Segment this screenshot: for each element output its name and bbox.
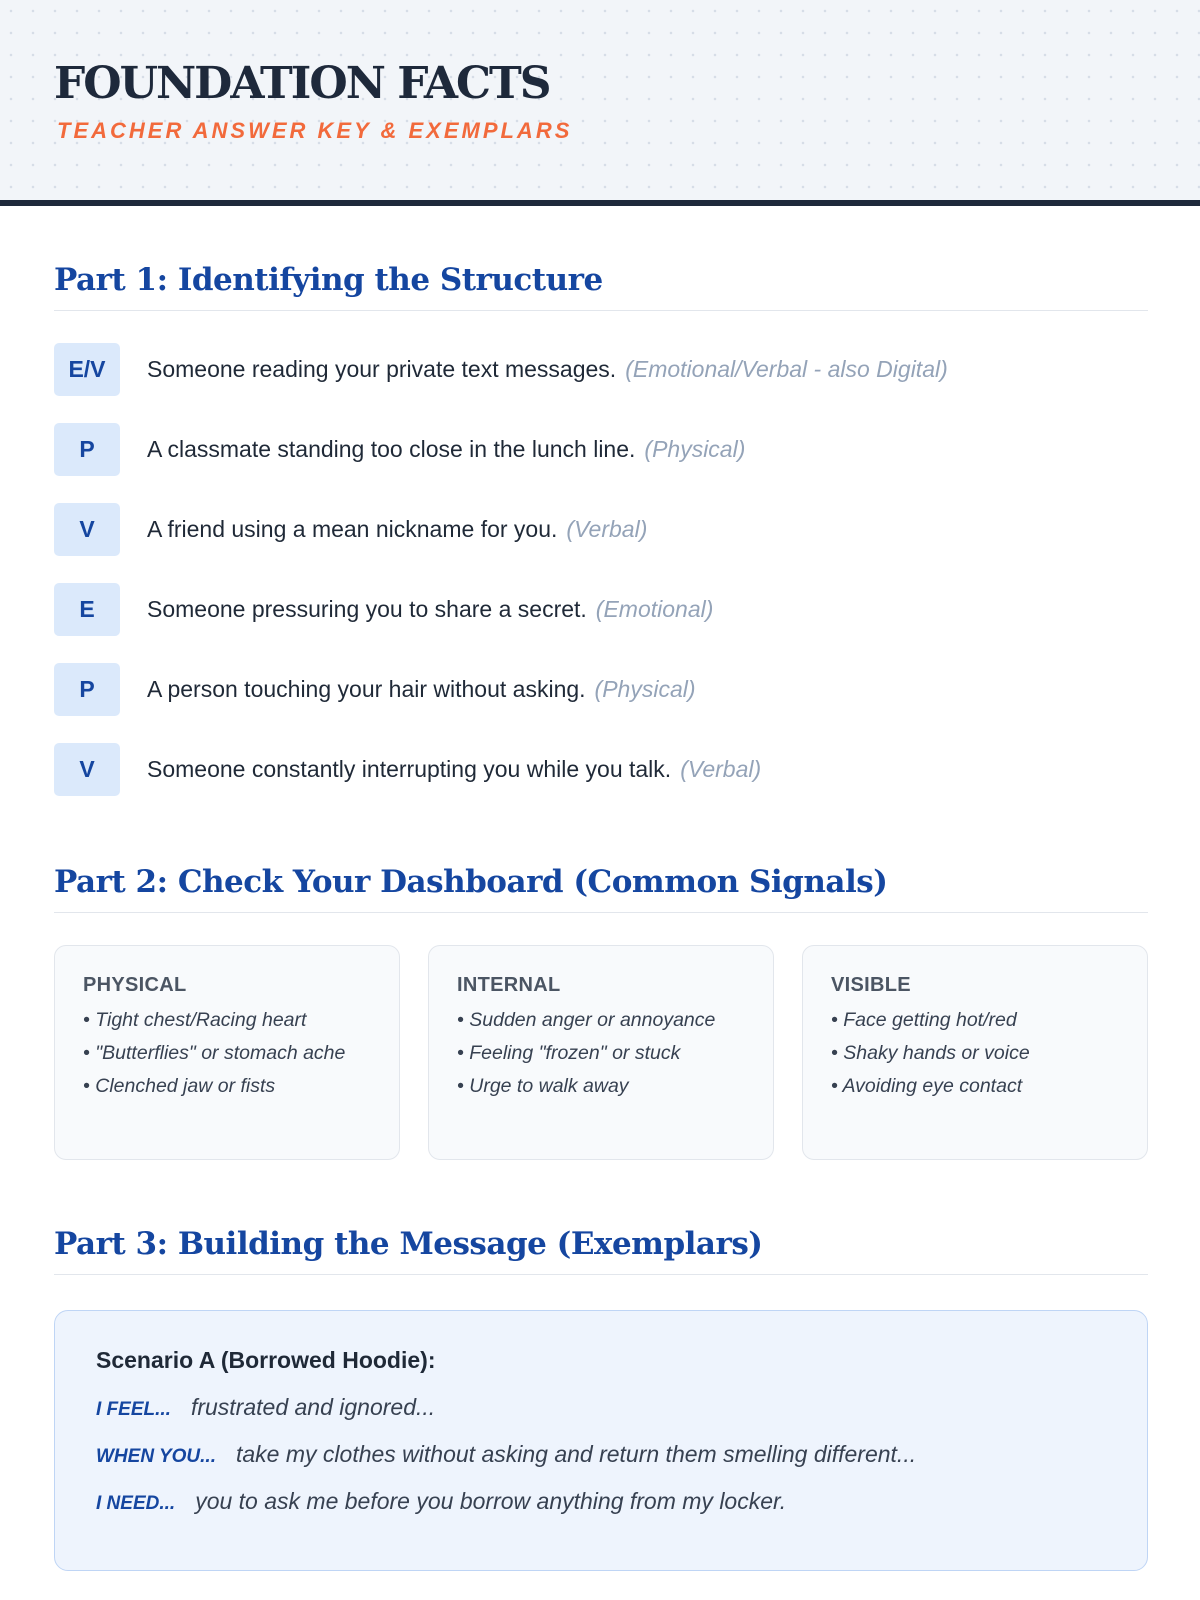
category-note: (Emotional) <box>595 596 714 622</box>
scenario-title: Scenario A (Borrowed Hoodie): <box>96 1347 436 1373</box>
document-subtitle: TEACHER ANSWER KEY & EXEMPLARS <box>57 118 573 143</box>
signal-card-internal <box>428 945 774 1160</box>
message-text: frustrated and ignored... <box>190 1394 436 1420</box>
signal-item: • Avoiding eye contact <box>831 1075 1023 1097</box>
category-note: (Emotional/Verbal - also Digital) <box>625 356 948 382</box>
scenario-text: A friend using a mean nickname for you. <box>147 516 558 542</box>
answer-badge: V <box>54 743 120 796</box>
card-title: VISIBLE <box>831 974 911 996</box>
scenario-text: Someone pressuring you to share a secret. <box>147 596 587 622</box>
signal-item: • "Butterflies" or stomach ache <box>83 1042 346 1064</box>
list-item <box>54 583 1148 636</box>
page-header <box>0 0 1200 206</box>
signal-item: • Sudden anger or annoyance <box>457 1009 716 1031</box>
signal-cards <box>54 945 1148 1160</box>
message-line-need <box>96 1488 1106 1515</box>
signal-card-visible <box>802 945 1148 1160</box>
signal-item: • Feeling "frozen" or stuck <box>457 1042 681 1064</box>
card-title: INTERNAL <box>457 974 561 996</box>
answer-badge: P <box>54 663 120 716</box>
list-item <box>54 423 1148 476</box>
answer-badge: V <box>54 503 120 556</box>
category-note: (Physical) <box>644 436 746 462</box>
message-label: I NEED... <box>96 1493 176 1514</box>
signal-item: • Tight chest/Racing heart <box>83 1009 307 1031</box>
message-label: WHEN YOU... <box>96 1446 216 1467</box>
answer-badge: E/V <box>54 343 120 396</box>
signal-item: • Clenched jaw or fists <box>83 1075 276 1097</box>
answer-badge: E <box>54 583 120 636</box>
message-line-when <box>96 1441 1106 1468</box>
document-title: FOUNDATION FACTS <box>54 58 550 109</box>
part3-heading: Part 3: Building the Message (Exemplars) <box>54 1226 1148 1275</box>
scenario-text: Someone reading your private text messages. <box>147 356 617 382</box>
category-note: (Verbal) <box>680 756 762 782</box>
scenario-exemplar-box <box>54 1310 1148 1571</box>
signal-item: • Shaky hands or voice <box>831 1042 1030 1064</box>
list-item <box>54 503 1148 556</box>
structure-answer-list <box>54 343 1148 823</box>
scenario-text: A person touching your hair without asking. <box>147 676 586 702</box>
signal-item: • Urge to walk away <box>457 1075 629 1097</box>
scenario-text: A classmate standing too close in the lunch line. <box>147 436 636 462</box>
part1-heading: Part 1: Identifying the Structure <box>54 262 1148 311</box>
signal-card-physical <box>54 945 400 1160</box>
category-note: (Physical) <box>594 676 696 702</box>
category-note: (Verbal) <box>566 516 648 542</box>
signal-item: • Face getting hot/red <box>831 1009 1017 1031</box>
list-item <box>54 343 1148 396</box>
list-item <box>54 743 1148 796</box>
message-text: take my clothes without asking and return them smelling different... <box>236 1441 917 1467</box>
message-line-feel <box>96 1394 1106 1421</box>
list-item <box>54 663 1148 716</box>
scenario-text: Someone constantly interrupting you while you talk. <box>147 756 672 782</box>
part2-heading: Part 2: Check Your Dashboard (Common Signals) <box>54 864 1148 913</box>
message-label: I FEEL... <box>96 1399 171 1420</box>
answer-badge: P <box>54 423 120 476</box>
message-text: you to ask me before you borrow anything from my locker. <box>195 1488 787 1514</box>
card-title: PHYSICAL <box>83 974 187 996</box>
